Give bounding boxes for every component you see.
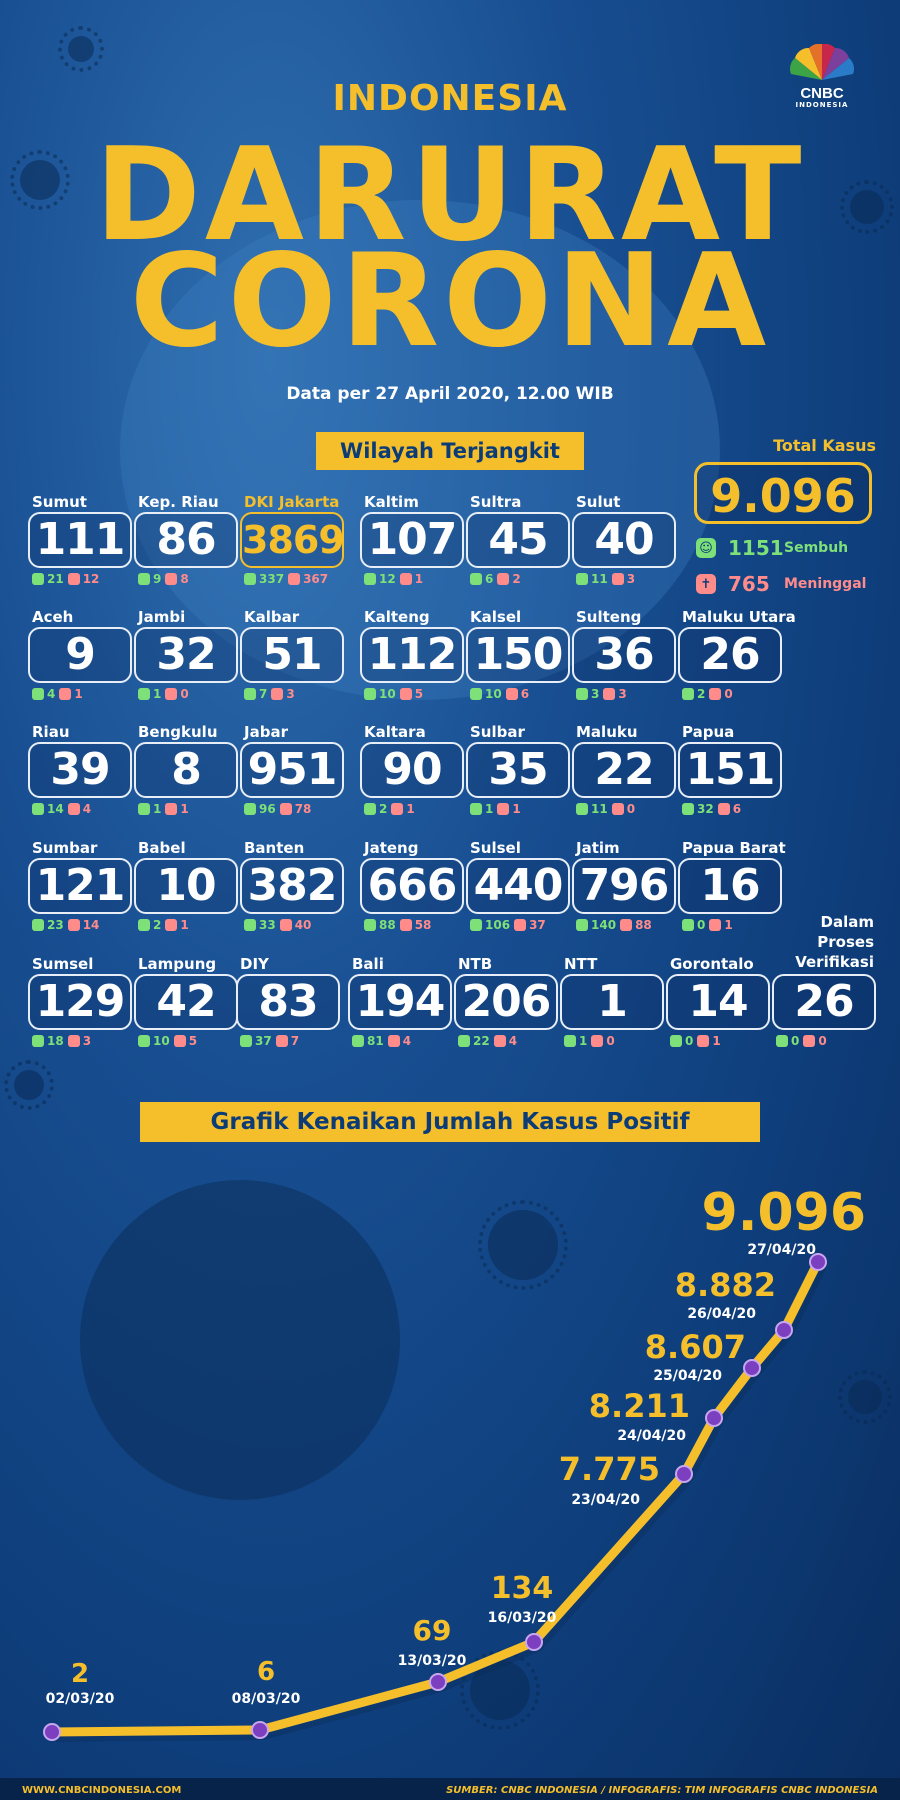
data-date-label: 23/04/20 bbox=[571, 1492, 640, 1508]
regions-heading: Wilayah Terjangkit bbox=[316, 432, 584, 470]
region-name: Kaltara bbox=[364, 723, 426, 741]
data-date-label: 25/04/20 bbox=[653, 1368, 722, 1384]
region-cases: 42 bbox=[134, 974, 238, 1030]
region-recovered: 7 bbox=[259, 687, 268, 701]
data-point bbox=[676, 1466, 692, 1482]
data-point bbox=[44, 1724, 60, 1740]
data-date-label: 08/03/20 bbox=[231, 1691, 301, 1707]
region-recovered: 6 bbox=[485, 572, 494, 586]
region-cases: 206 bbox=[454, 974, 558, 1030]
region-cases: 26 bbox=[772, 974, 876, 1030]
region-name: Sumbar bbox=[32, 839, 98, 857]
region-recovered: 1 bbox=[579, 1034, 588, 1048]
data-value-label: 6 bbox=[256, 1657, 276, 1687]
recovered-count: 1151 bbox=[728, 536, 784, 560]
region-name: Kalsel bbox=[470, 608, 522, 626]
region-recovered: 2 bbox=[379, 802, 388, 816]
data-value-label: 8.882 bbox=[674, 1266, 776, 1304]
region-name: Sulbar bbox=[470, 723, 525, 741]
page-subtitle: INDONESIA bbox=[332, 78, 568, 119]
region-recovered: 23 bbox=[47, 918, 64, 932]
region-cases: 36 bbox=[572, 627, 676, 683]
region-recovered: 106 bbox=[485, 918, 511, 932]
data-value-label: 134 bbox=[490, 1571, 554, 1606]
region-name: Bali bbox=[352, 955, 384, 973]
region-deaths: 4 bbox=[402, 1034, 412, 1048]
region-deaths: 37 bbox=[529, 918, 546, 932]
data-point bbox=[706, 1410, 722, 1426]
region-cases: 14 bbox=[666, 974, 770, 1030]
data-point bbox=[744, 1360, 760, 1376]
region-cases: 121 bbox=[28, 858, 132, 914]
footer-website: WWW.CNBCINDONESIA.COM bbox=[22, 1785, 182, 1796]
region-name: Papua Barat bbox=[682, 839, 786, 857]
region-deaths: 6 bbox=[520, 687, 530, 701]
region-deaths: 3 bbox=[618, 687, 627, 701]
region-cases: 90 bbox=[360, 742, 464, 798]
deaths-label: Meninggal bbox=[784, 576, 867, 592]
region-cases: 440 bbox=[466, 858, 570, 914]
region-cases: 10 bbox=[134, 858, 238, 914]
region-name: NTB bbox=[458, 955, 493, 973]
region-recovered: 4 bbox=[47, 687, 56, 701]
region-cases: 382 bbox=[240, 858, 344, 914]
region-recovered: 14 bbox=[47, 802, 64, 816]
region-recovered: 3 bbox=[591, 687, 600, 701]
region-cases: 150 bbox=[466, 627, 570, 683]
region-cases: 129 bbox=[28, 974, 132, 1030]
region-cases: 9 bbox=[28, 627, 132, 683]
region-cases: 40 bbox=[572, 512, 676, 568]
region-recovered: 0 bbox=[685, 1034, 694, 1048]
region-deaths: 1 bbox=[414, 572, 424, 586]
region-deaths: 6 bbox=[732, 802, 742, 816]
data-date-label: 27/04/20 bbox=[747, 1242, 816, 1258]
region-name: DKI Jakarta bbox=[244, 493, 340, 511]
page-title-line2: CORONA bbox=[129, 227, 771, 376]
region-name: Kaltim bbox=[364, 493, 419, 511]
recovered-label: Sembuh bbox=[784, 540, 849, 556]
region-cases: 35 bbox=[466, 742, 570, 798]
region-recovered: 18 bbox=[47, 1034, 64, 1048]
region-recovered: 32 bbox=[697, 802, 714, 816]
region-name: Gorontalo bbox=[670, 955, 754, 973]
region-name: Jateng bbox=[364, 839, 419, 857]
data-value-label: 9.096 bbox=[701, 1183, 866, 1243]
region-name: Kalteng bbox=[364, 608, 430, 626]
region-deaths: 58 bbox=[414, 918, 432, 932]
region-deaths: 0 bbox=[180, 687, 189, 701]
data-value-label: 8.607 bbox=[644, 1328, 746, 1366]
region-name: Maluku bbox=[576, 723, 638, 741]
brand-sub: INDONESIA bbox=[795, 101, 849, 109]
region-deaths: 4 bbox=[508, 1034, 518, 1048]
region-cases: 112 bbox=[360, 627, 464, 683]
region-name: Sultra bbox=[470, 493, 522, 511]
region-recovered: 12 bbox=[379, 572, 396, 586]
region-deaths: 2 bbox=[512, 572, 521, 586]
region-name: Sulsel bbox=[470, 839, 521, 857]
region-recovered: 0 bbox=[791, 1034, 800, 1048]
region-recovered: 2 bbox=[697, 687, 706, 701]
region-deaths: 1 bbox=[512, 802, 521, 816]
region-name: Lampung bbox=[138, 955, 217, 973]
region-deaths: 1 bbox=[712, 1034, 721, 1048]
region-name: Aceh bbox=[32, 608, 74, 626]
region-cases: 45 bbox=[466, 512, 570, 568]
data-value-label: 69 bbox=[412, 1614, 452, 1647]
region-recovered: 1 bbox=[153, 802, 162, 816]
region-cases: 32 bbox=[134, 627, 238, 683]
data-value-label: 7.775 bbox=[558, 1450, 660, 1488]
region-recovered: 33 bbox=[259, 918, 276, 932]
region-deaths: 14 bbox=[82, 918, 100, 932]
region-recovered: 1 bbox=[153, 687, 162, 701]
data-date-label: 26/04/20 bbox=[687, 1306, 756, 1322]
region-recovered: 81 bbox=[367, 1034, 384, 1048]
data-point bbox=[526, 1634, 542, 1650]
region-deaths: 1 bbox=[406, 802, 415, 816]
data-point bbox=[252, 1722, 268, 1738]
region-cases: 951 bbox=[240, 742, 344, 798]
chart-heading: Grafik Kenaikan Jumlah Kasus Positif bbox=[140, 1102, 760, 1142]
total-label: Total Kasus bbox=[773, 436, 876, 455]
region-deaths: 8 bbox=[180, 572, 189, 586]
recovered-icon: ☺ bbox=[696, 538, 716, 558]
region-deaths: 1 bbox=[724, 918, 733, 932]
data-date-label: 02/03/20 bbox=[45, 1691, 115, 1707]
region-recovered: 140 bbox=[591, 918, 617, 932]
region-recovered: 10 bbox=[153, 1034, 170, 1048]
region-cases: 666 bbox=[360, 858, 464, 914]
region-name: Sulut bbox=[576, 493, 621, 511]
region-cases: 51 bbox=[240, 627, 344, 683]
data-point bbox=[776, 1322, 792, 1338]
region-deaths: 3 bbox=[286, 687, 295, 701]
data-value-label: 8.211 bbox=[588, 1387, 690, 1425]
region-name: Kep. Riau bbox=[138, 493, 219, 511]
region-deaths: 78 bbox=[294, 802, 312, 816]
region-deaths: 7 bbox=[290, 1034, 300, 1048]
brand-name: CNBC bbox=[800, 85, 844, 102]
region-cases: 796 bbox=[572, 858, 676, 914]
region-deaths: 88 bbox=[635, 918, 652, 932]
region-name: DIY bbox=[240, 955, 269, 973]
region-cases: 22 bbox=[572, 742, 676, 798]
region-name: Bengkulu bbox=[138, 723, 218, 741]
region-deaths: 40 bbox=[294, 918, 312, 932]
region-deaths: 1 bbox=[180, 918, 189, 932]
data-date-label: 16/03/20 bbox=[487, 1610, 557, 1626]
region-recovered: 22 bbox=[473, 1034, 490, 1048]
region-name: Jatim bbox=[576, 839, 620, 857]
region-recovered: 337 bbox=[259, 572, 285, 586]
region-recovered: 0 bbox=[697, 918, 706, 932]
region-recovered: 1 bbox=[485, 802, 494, 816]
region-deaths: 367 bbox=[303, 572, 329, 586]
region-cases: 83 bbox=[236, 974, 340, 1030]
total-cases: 9.096 bbox=[694, 462, 872, 524]
region-name: Papua bbox=[682, 723, 735, 741]
region-recovered: 2 bbox=[153, 918, 162, 932]
region-deaths: 4 bbox=[82, 802, 92, 816]
region-cases: 39 bbox=[28, 742, 132, 798]
region-cases: 86 bbox=[134, 512, 238, 568]
region-cases: 111 bbox=[28, 512, 132, 568]
region-recovered: 11 bbox=[591, 572, 608, 586]
region-name: Jabar bbox=[244, 723, 288, 741]
data-value-label: 2 bbox=[70, 1659, 90, 1689]
region-deaths: 0 bbox=[724, 687, 733, 701]
footer-source: SUMBER: CNBC INDONESIA / INFOGRAFIS: TIM INFOGRAFIS CNBC INDONESIA bbox=[446, 1785, 878, 1796]
region-cases: 8 bbox=[134, 742, 238, 798]
region-cases: 26 bbox=[678, 627, 782, 683]
region-name: Sumsel bbox=[32, 955, 94, 973]
region-cases: 107 bbox=[360, 512, 464, 568]
region-deaths: 0 bbox=[626, 802, 636, 816]
region-recovered: 21 bbox=[47, 572, 64, 586]
page-title-line1: DARURAT bbox=[94, 121, 806, 270]
region-recovered: 37 bbox=[255, 1034, 272, 1048]
data-date-label: 24/04/20 bbox=[617, 1428, 686, 1444]
deaths-icon: ✝ bbox=[696, 574, 716, 594]
data-point bbox=[430, 1674, 446, 1690]
data-date: Data per 27 April 2020, 12.00 WIB bbox=[286, 384, 614, 404]
region-deaths: 1 bbox=[180, 802, 189, 816]
region-deaths: 0 bbox=[818, 1034, 827, 1048]
region-deaths: 0 bbox=[606, 1034, 615, 1048]
region-deaths: 5 bbox=[414, 687, 424, 701]
region-name: Banten bbox=[244, 839, 305, 857]
region-deaths: 3 bbox=[82, 1034, 92, 1048]
region-name: Riau bbox=[32, 723, 70, 741]
region-deaths: 12 bbox=[82, 572, 100, 586]
region-recovered: 9 bbox=[153, 572, 162, 586]
region-cases: 1 bbox=[560, 974, 664, 1030]
region-recovered: 11 bbox=[591, 802, 608, 816]
region-name: Babel bbox=[138, 839, 186, 857]
region-recovered: 10 bbox=[379, 687, 396, 701]
region-name: Maluku Utara bbox=[682, 608, 796, 626]
region-name: Sulteng bbox=[576, 608, 642, 626]
region-deaths: 3 bbox=[626, 572, 636, 586]
region-cases: 3869 bbox=[240, 512, 344, 568]
region-name: Jambi bbox=[138, 608, 186, 626]
data-date-label: 13/03/20 bbox=[397, 1653, 467, 1669]
region-recovered: 88 bbox=[379, 918, 396, 932]
region-cases: 16 bbox=[678, 858, 782, 914]
region-cases: 194 bbox=[348, 974, 452, 1030]
region-recovered: 96 bbox=[259, 802, 276, 816]
deaths-count: 765 bbox=[728, 572, 770, 596]
region-name: Kalbar bbox=[244, 608, 300, 626]
region-recovered: 10 bbox=[485, 687, 502, 701]
region-name: NTT bbox=[564, 955, 598, 973]
verification-label: Dalam Proses Verifikasi bbox=[795, 913, 874, 971]
region-cases: 151 bbox=[678, 742, 782, 798]
region-name: Sumut bbox=[32, 493, 87, 511]
region-deaths: 1 bbox=[74, 687, 83, 701]
region-deaths: 5 bbox=[188, 1034, 198, 1048]
